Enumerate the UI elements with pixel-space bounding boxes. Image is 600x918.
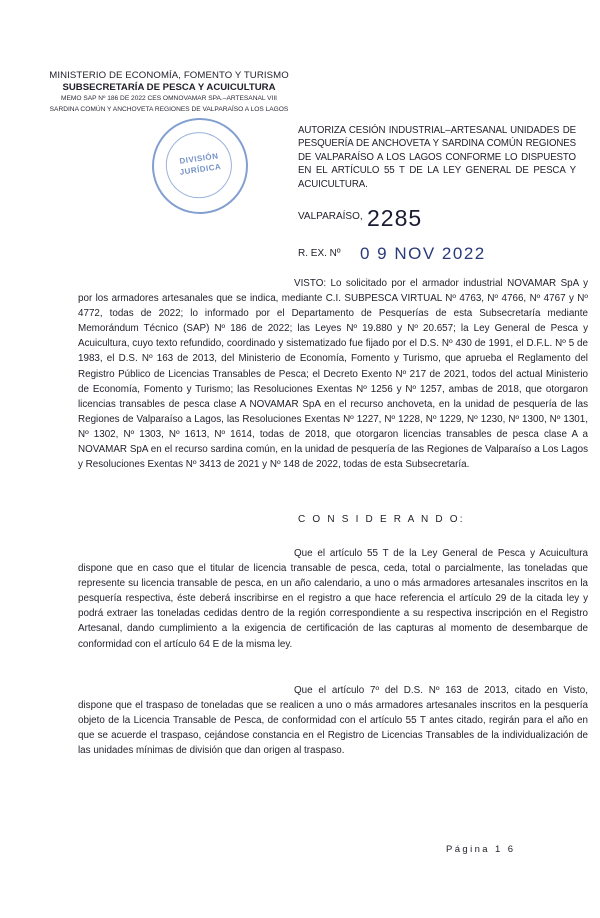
considerando-paragraph-2: Que el artículo 7º del D.S. Nº 163 de 2013, citado en Visto, dispone que el traspaso de toneladas que se realicen a uno o más armadores artesanales inscritos en la pesquería objeto de la Licencia Transable de Pesca, de conformidad con el artículo 55 T antes citado, regirán para el año en que se acuerde el traspaso, cejándose constancia en el Registro de Licencias Transables de la individualización de las unidades mínimas de división que dan origen al traspaso.: [78, 685, 588, 757]
stamp-text-line-2: JURÍDICA: [179, 162, 222, 177]
considerando-heading: C O N S I D E R A N D O:: [298, 514, 465, 525]
considerando-paragraph-1: Que el artículo 55 T de la Ley General de Pesca y Acuicultura dispone que en caso que el titular de licencia transable de pesca, ceda, total o parcialmente, las toneladas que represente su licencia transable de pesca, en un año calendario, a uno o más armadores artesanales inscritos en la pesquería respectiva, éste deberá inscribirse en el registro a que hace referencia el artículo 29 de la citada ley y podrá extraer las toneladas cedidas dentro de la región correspondiente a su respectiva inscripción en el Registro Artesanal, dando cumplimiento a la exigencia de certificación de las capturas al momento de desembarque de conformidad con el artículo 64 E de la misma ley.: [78, 548, 588, 650]
resolution-number: 2285: [367, 205, 423, 231]
page-number: Página 1 6: [446, 844, 516, 855]
city-label: VALPARAÍSO,: [298, 211, 363, 222]
memo-reference-line-2: SARDINA COMÚN Y ANCHOVETA REGIONES DE VALPARAÍSO A LOS LAGOS: [49, 106, 289, 113]
visto-paragraph: VISTO: Lo solicitado por el armador industrial NOVAMAR SpA y por los armadores artesanales que se indica, mediante C.I. SUBPESCA VIRTUAL Nº 4763, Nº 4766, Nº 4767 y Nº 4772, todas de 2022; lo informado por el Departamento de Pesquerías de esta Subsecretaría mediante Memorándum Técnico (SAP) Nº 186 de 2022; las Leyes Nº 19.880 y Nº 20.657; la Ley General de Pesca y Acuicultura, cuyo texto refundido, coordinado y sistematizado fue fijado por el D.S. Nº 430 de 1991, el D.F.L. Nº 5 de 1983, el D.S. Nº 163 de 2013, del Ministerio de Economía, Fomento y Turismo, que aprueba el Reglamento del Registro Público de Licencias Transables de Pesca; el Decreto Exento Nº 217 de 2021, todos del actual Ministerio de Economía, Fomento y Turismo; las Resoluciones Exentas Nº 1256 y Nº 1257, ambas de 2018, que otorgaron licencias transables de pesca clase A NOVAMAR SpA en el recurso anchoveta, en la unidad de pesquería de las Regiones de Valparaíso a Lagos, las Resoluciones Exentas Nº 1227, Nº 1228, Nº 1229, Nº 1230, Nº 1300, Nº 1301, Nº 1302, Nº 1303, Nº 1613, Nº 1614, todas de 2018, que otorgaron licencias transables de pesca clase A a NOVAMAR SpA en el recurso sardina común, en la unidad de pesquería de las Regiones de Valparaíso a Los Lagos y Resoluciones Exentas Nº 3413 de 2021 y Nº 148 de 2022, todas de esta Subsecretaría.: [78, 278, 588, 471]
stamp-text-line-1: DIVISIÓN: [178, 151, 219, 166]
resolution-date-stamp: 0 9 NOV 2022: [360, 244, 486, 263]
resolution-subject: AUTORIZA CESIÓN INDUSTRIAL–ARTESANAL UNIDADES DE PESQUERÍA DE ANCHOVETA Y SARDINA COMÚN REGIONES DE VALPARAÍSO A LOS LAGOS CONFORME LO DISPUESTO EN EL ARTÍCULO 55 T DE LA LEY GENERAL DE PESCA Y ACUICULTURA.: [298, 125, 576, 190]
ministry-name: MINISTERIO DE ECONOMÍA, FOMENTO Y TURISMO: [49, 70, 289, 81]
rex-label: R. EX. Nº: [298, 248, 341, 259]
memo-reference-line-1: MEMO SAP Nº 186 DE 2022 CES OMNOVAMAR SPA.–ARTESANAL VIII: [60, 95, 278, 102]
division-juridica-stamp: [146, 112, 254, 220]
subsecretaria-name: SUBSECRETARÍA DE PESCA Y ACUICULTURA: [62, 82, 276, 93]
